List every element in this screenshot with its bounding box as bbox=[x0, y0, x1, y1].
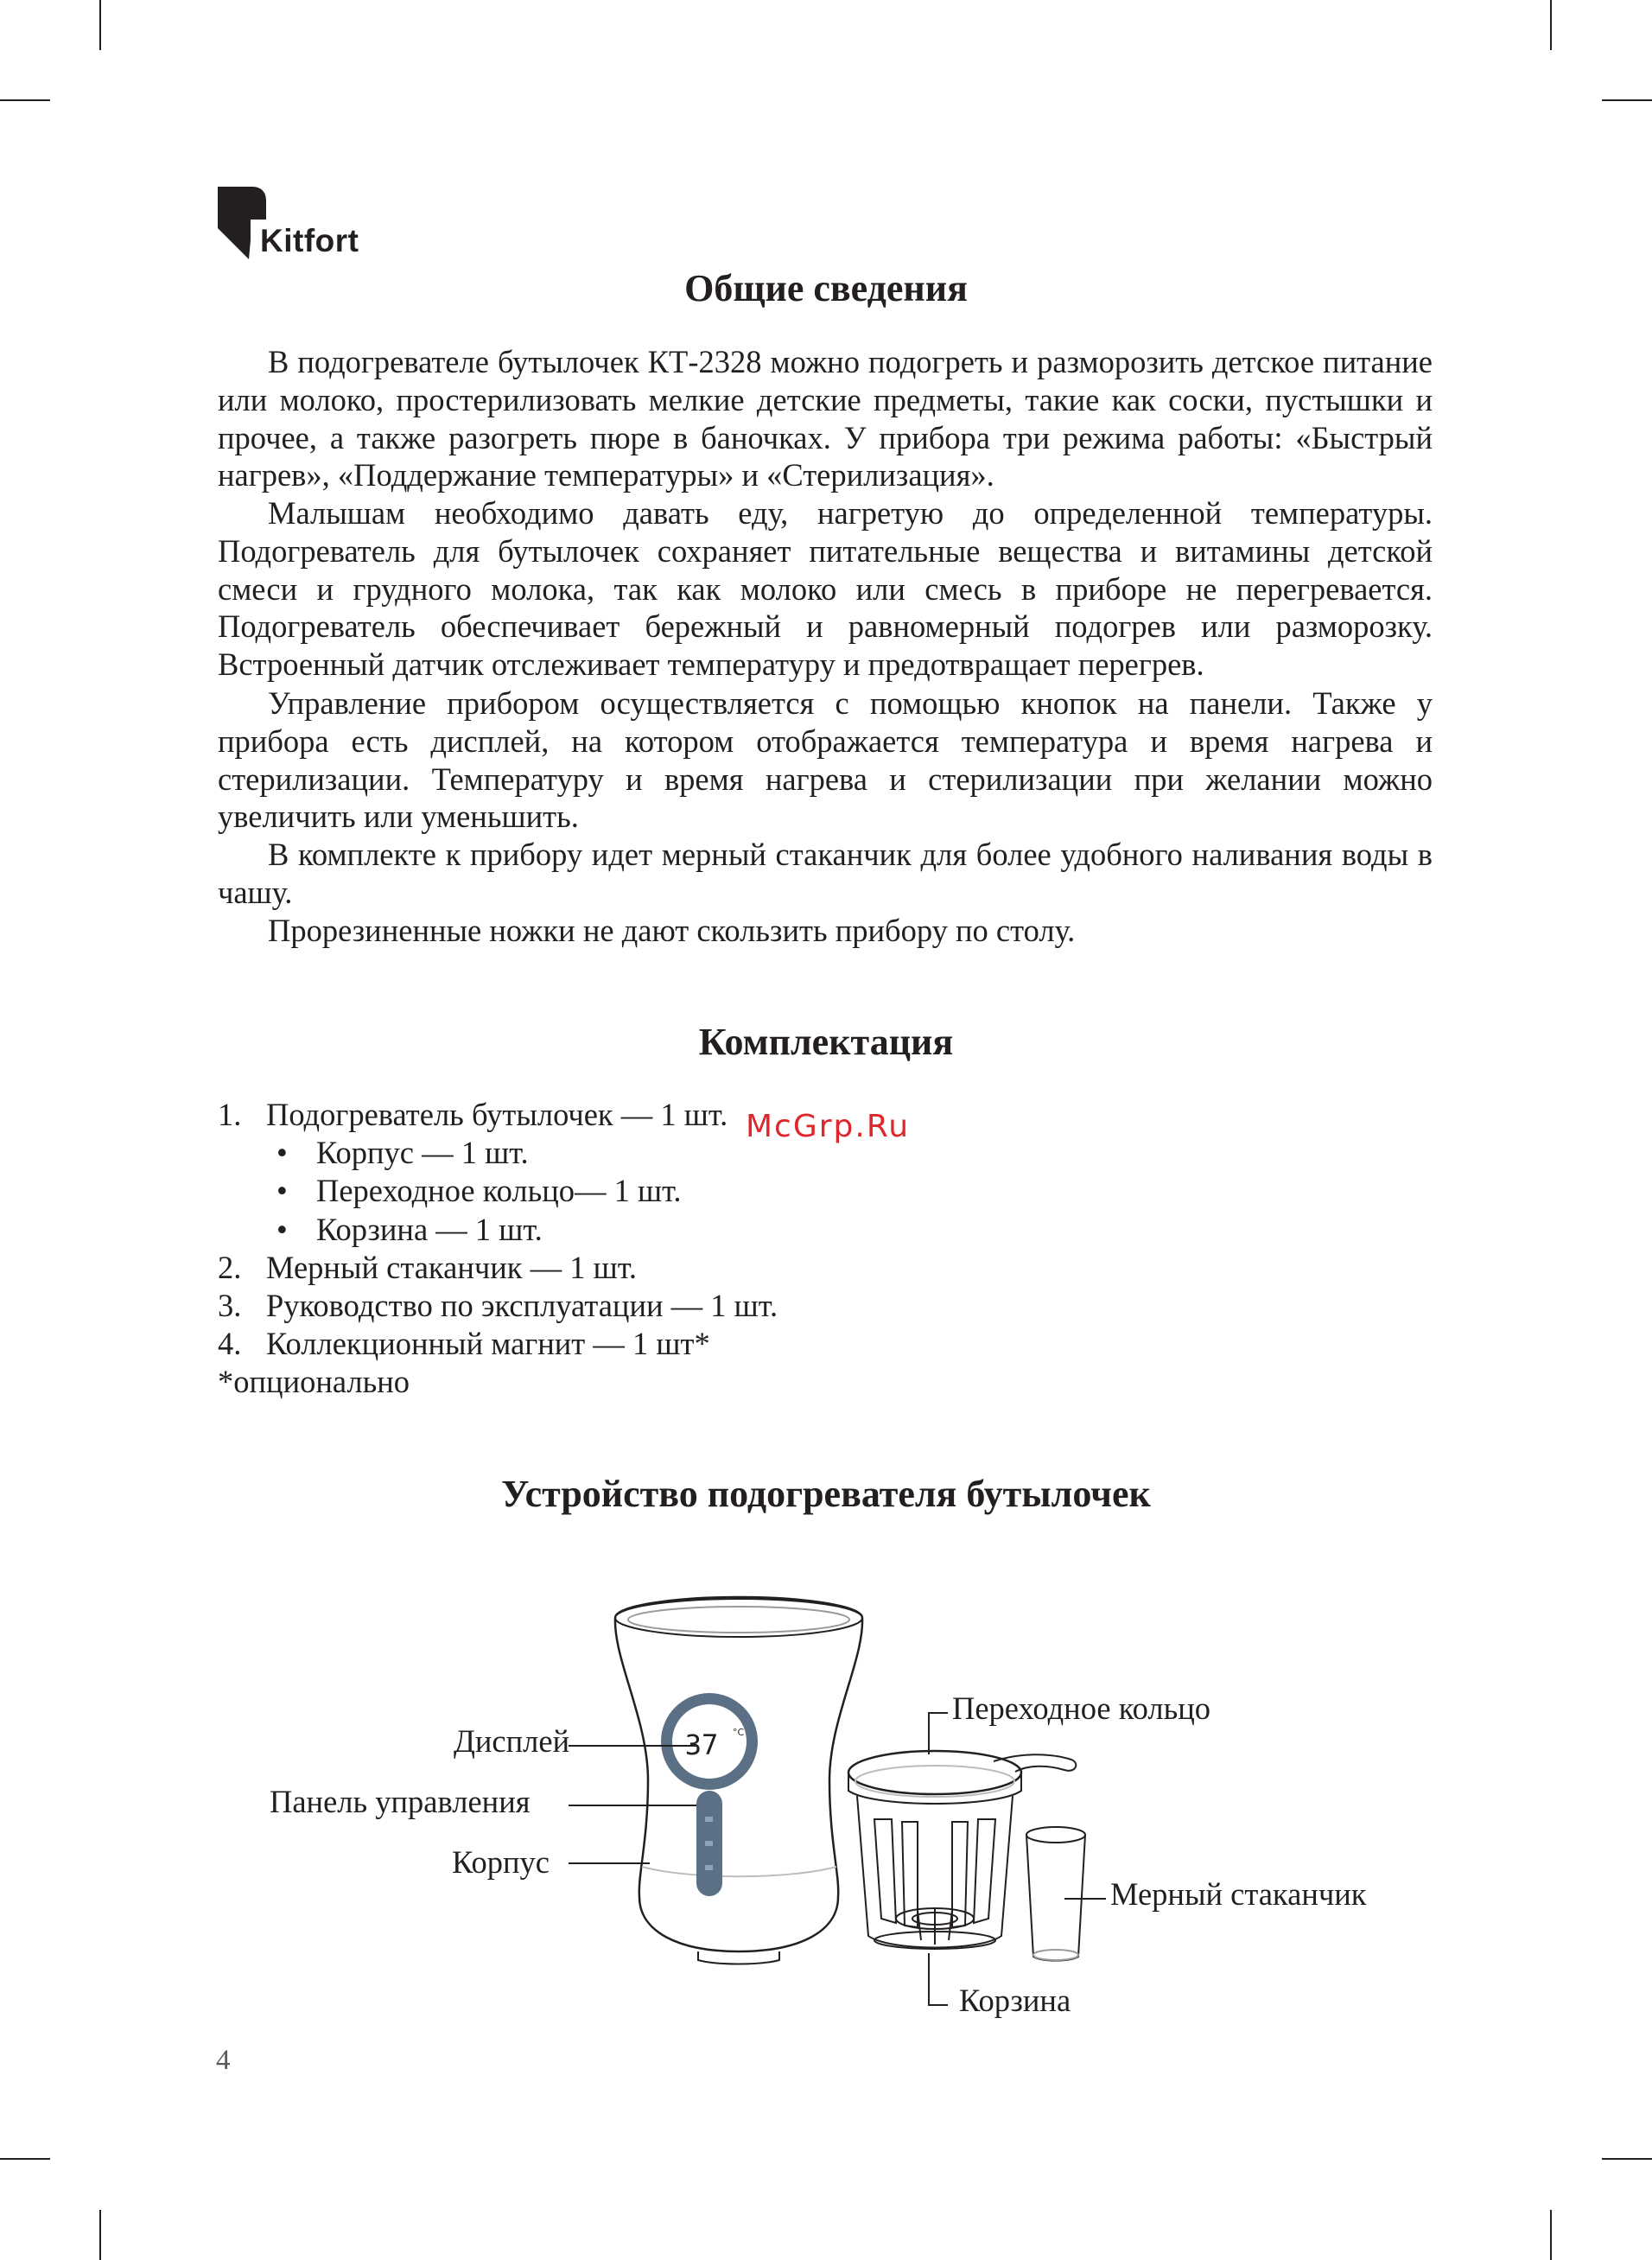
paragraph: В комплекте к прибору идет мерный стаканчик для более удобного наливания воды в чашу. bbox=[218, 837, 1433, 910]
crop-mark bbox=[99, 0, 101, 50]
list-subitem bbox=[218, 1172, 1255, 1210]
list-item-text: Подогреватель бутылочек — 1 шт. bbox=[266, 1097, 728, 1132]
label-body: Корпус bbox=[452, 1844, 550, 1880]
section-title-general: Общие сведения bbox=[684, 267, 968, 309]
list-item-text: Коллекционный магнит — 1 шт* bbox=[266, 1326, 710, 1362]
list-item bbox=[218, 1325, 1255, 1363]
paragraph: Прорезиненные ножки не дают скользить прибору по столу. bbox=[268, 913, 1076, 948]
label-basket: Корзина bbox=[959, 1983, 1071, 2018]
list-item bbox=[218, 1249, 1255, 1287]
list-number: 3. bbox=[218, 1287, 242, 1323]
paragraph: В подогревателе бутылочек КТ-2328 можно подогреть и разморозить детское питание или молоко, простерилизовать мелкие детские предметы, такие как соски, пустышки и прочее, а также разогреть пюре в баночках. У прибора три режима работы: «Быстрый нагрев», «Поддержание температуры» и «Стерилизация». bbox=[218, 344, 1433, 493]
label-measuring-cup: Мерный стаканчик bbox=[1110, 1876, 1367, 1912]
list-item-text: Руководство по эксплуатации — 1 шт. bbox=[266, 1287, 778, 1323]
crop-mark bbox=[0, 99, 50, 101]
display-unit: °C bbox=[733, 1727, 745, 1738]
brand-name: Kitfort bbox=[260, 223, 359, 258]
list-item-text: Мерный стаканчик — 1 шт. bbox=[266, 1249, 638, 1285]
crop-mark bbox=[1550, 2210, 1552, 2260]
list-number: 2. bbox=[218, 1249, 242, 1285]
watermark: McGrp.Ru bbox=[746, 1109, 911, 1144]
paragraph: Малышам необходимо давать еду, нагретую до определенной температуры. Подогреватель для бутылочек сохраняет питательные вещества и витамины детской смеси и грудного молока, так как молоко или смесь в приборе не перегревается. Подогреватель обеспечивает бережный и равномерный подогрев или разморозку. Встроенный датчик отслеживает температуру и предотвращает перегрев. bbox=[218, 495, 1433, 683]
label-control-panel: Панель управления bbox=[270, 1784, 531, 1819]
list-subitem bbox=[218, 1211, 1255, 1249]
paragraph: Управление прибором осуществляется с помощью кнопок на панели. Также у прибора есть дисплей, на котором отображается температура и время нагрева и стерилизации. Температуру и время нагрева и стерилизации при желании можно увеличить или уменьшить. bbox=[218, 685, 1433, 835]
bullet: • bbox=[276, 1211, 288, 1247]
device-diagram bbox=[0, 1590, 1652, 2040]
list-number: 4. bbox=[218, 1326, 242, 1362]
crop-mark bbox=[1550, 0, 1552, 50]
crop-mark bbox=[99, 2210, 101, 2260]
list-item-text: Корпус — 1 шт. bbox=[316, 1135, 529, 1171]
footnote-text: *опционально bbox=[218, 1364, 410, 1400]
list-number: 1. bbox=[218, 1097, 242, 1132]
label-display: Дисплей bbox=[454, 1723, 570, 1759]
list-item-text: Переходное кольцо— 1 шт. bbox=[316, 1173, 682, 1209]
kit-list bbox=[218, 1096, 1255, 1402]
list-item-text: Корзина — 1 шт. bbox=[316, 1211, 543, 1247]
device-illustration bbox=[0, 1590, 1652, 2040]
list-item bbox=[218, 1287, 1255, 1325]
section-title-kit: Комплектация bbox=[698, 1021, 954, 1063]
section-title-device: Устройство подогревателя бутылочек bbox=[501, 1473, 1151, 1515]
basket-illustration bbox=[848, 1751, 1076, 1949]
warmer-body-illustration bbox=[615, 1597, 862, 1964]
leader-line bbox=[929, 1953, 948, 2005]
bullet: • bbox=[276, 1135, 288, 1171]
measuring-cup-illustration bbox=[1026, 1827, 1085, 1961]
list-subitem bbox=[218, 1134, 1255, 1172]
crop-mark bbox=[1602, 99, 1652, 101]
bullet: • bbox=[276, 1173, 288, 1209]
brand-logo bbox=[218, 187, 365, 264]
display-reading: 37 bbox=[684, 1728, 719, 1761]
footnote bbox=[218, 1363, 1255, 1401]
list-item bbox=[218, 1096, 1255, 1134]
label-adapter-ring: Переходное кольцо bbox=[952, 1690, 1211, 1726]
crop-mark bbox=[0, 2158, 50, 2160]
crop-mark bbox=[1602, 2158, 1652, 2160]
page-number: 4 bbox=[216, 2045, 231, 2076]
leader-line bbox=[929, 1713, 948, 1754]
